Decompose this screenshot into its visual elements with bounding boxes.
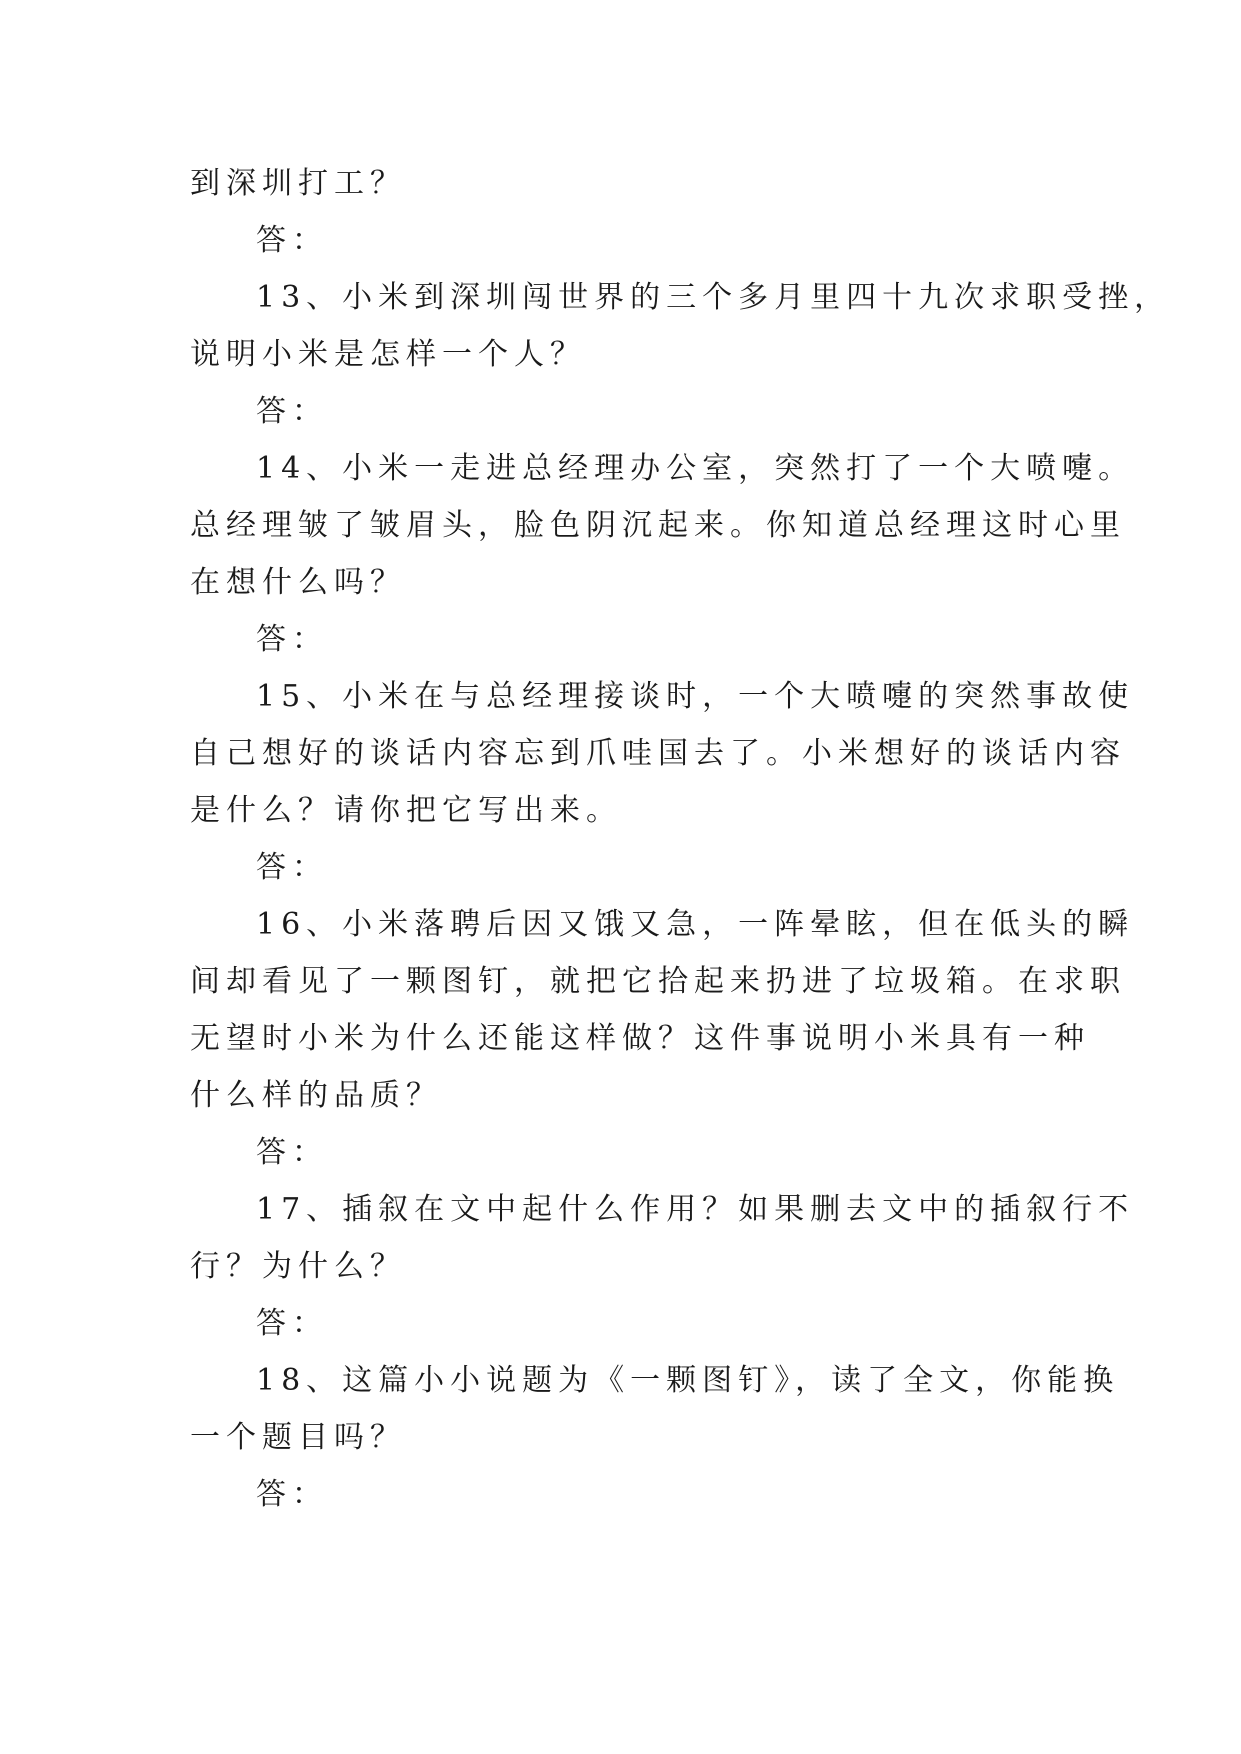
answer-label: 答： — [256, 223, 328, 258]
text-line: 间却看见了一颗图钉，就把它拾起来扔进了垃圾箱。在求职 — [190, 964, 1126, 999]
answer-label: 答： — [256, 622, 328, 657]
text-line: 到深圳打工？ — [190, 166, 406, 201]
answer-label: 答： — [256, 1135, 328, 1170]
answer-label: 答： — [256, 850, 328, 885]
text-line: 无望时小米为什么还能这样做？这件事说明小米具有一种 — [190, 1021, 1090, 1056]
text-line: 行？为什么？ — [190, 1249, 406, 1284]
text-line: 是什么？请你把它写出来。 — [190, 793, 622, 828]
question-16: 16、小米落聘后因又饿又急，一阵晕眩，但在低头的瞬 — [256, 907, 1135, 942]
text-line: 什么样的品质？ — [190, 1078, 442, 1113]
text-line: 在想什么吗？ — [190, 565, 406, 600]
question-13: 13、小米到深圳闯世界的三个多月里四十九次求职受挫， — [256, 280, 1171, 315]
answer-label: 答： — [256, 394, 328, 429]
answer-label: 答： — [256, 1306, 328, 1341]
question-17: 17、插叙在文中起什么作用？如果删去文中的插叙行不 — [256, 1192, 1135, 1227]
text-line: 自己想好的谈话内容忘到爪哇国去了。小米想好的谈话内容 — [190, 736, 1126, 771]
text-line: 说明小米是怎样一个人？ — [190, 337, 586, 372]
question-15: 15、小米在与总经理接谈时，一个大喷嚏的突然事故使 — [256, 679, 1135, 714]
answer-label: 答： — [256, 1477, 328, 1512]
question-14: 14、小米一走进总经理办公室，突然打了一个大喷嚏。 — [256, 451, 1135, 486]
text-line: 总经理皱了皱眉头，脸色阴沉起来。你知道总经理这时心里 — [190, 508, 1126, 543]
text-line: 一个题目吗？ — [190, 1420, 406, 1455]
question-18: 18、这篇小小说题为《一颗图钉》，读了全文，你能换 — [256, 1363, 1120, 1398]
